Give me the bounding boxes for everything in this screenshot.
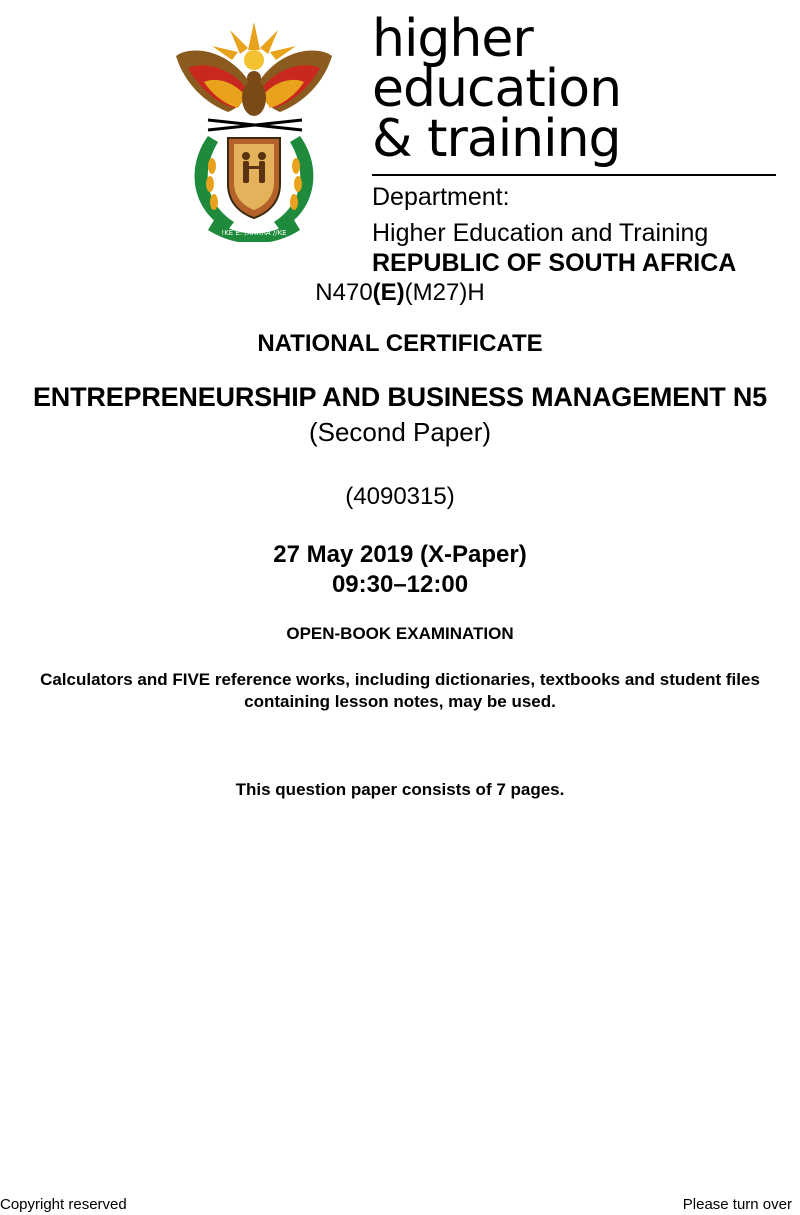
exam-time: 09:30–12:00 [331, 571, 469, 598]
department-brand [372, 9, 782, 278]
exam-date: 27 May 2019 (X-Paper) [273, 541, 527, 568]
crest-motto: !KE E: /XARRA //KE [221, 229, 287, 237]
subject-number: (4090315) [345, 483, 455, 510]
paper-subtitle: (Second Paper) [308, 417, 492, 447]
certificate-title: NATIONAL CERTIFICATE [257, 330, 543, 357]
page-count-note: This question paper consists of 7 pages. [235, 780, 565, 799]
exam-instructions: Calculators and FIVE reference works, including dictionaries, textbooks and student files containing lesson notes, may be used. [40, 670, 760, 711]
copyright-footer: Copyright reserved [0, 1196, 127, 1213]
subject-title: ENTREPRENEURSHIP AND BUSINESS MANAGEMENT N5 [33, 382, 767, 412]
coat-of-arms-icon [168, 16, 340, 242]
department-name: Higher Education and Training [372, 219, 709, 247]
department-label: Department: [372, 183, 510, 211]
exam-type: OPEN-BOOK EXAMINATION [286, 624, 514, 643]
country-name: REPUBLIC OF SOUTH AFRICA [372, 249, 737, 277]
turn-over-footer: Please turn over [682, 1196, 792, 1213]
brand-line-2: & training [372, 109, 621, 169]
brand-divider [372, 174, 776, 176]
brand-line-1: higher education [372, 9, 622, 119]
paper-code: N470(E)(M27)H [315, 279, 485, 306]
